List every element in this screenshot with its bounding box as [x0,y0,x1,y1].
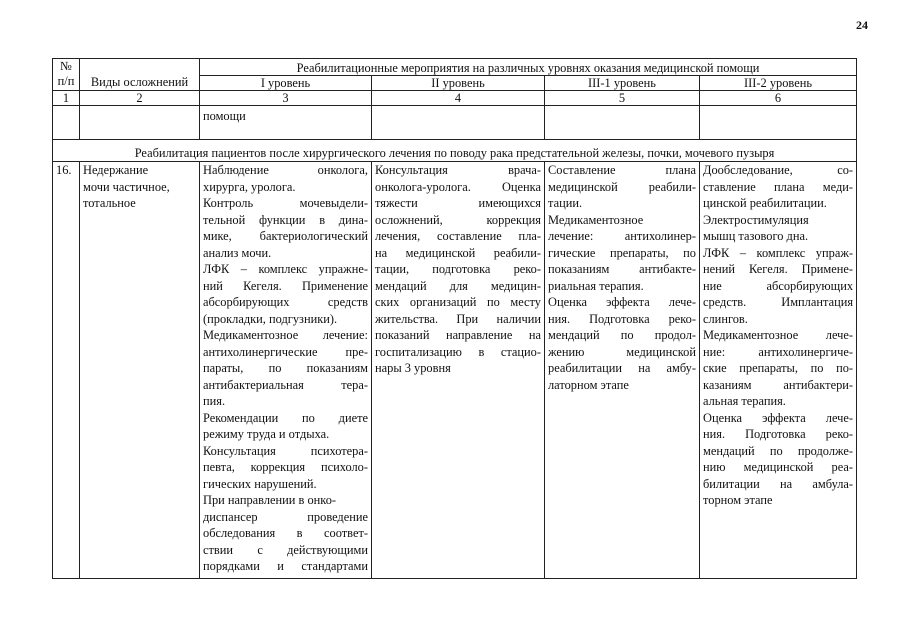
level2-line: нары 3 уровня [375,361,451,375]
level3-2-line: ские препараты, по по- [703,361,854,375]
level2-line: онколога-уролога. Оценка [375,179,541,194]
level1-line: Наблюдение онколога, [203,163,368,177]
level3-2-line: нию медицинской реа- [703,460,854,474]
continuation-empty-5 [545,106,700,140]
complication-line: мочи частичное, [83,179,170,194]
section-row [53,140,857,162]
level3-2-line: средств. Имплантация [703,295,854,309]
level1-line: режиму труда и отдыха. [203,427,330,441]
level1-line: порядками и стандартами [203,559,368,573]
level3-1-line: Медикаментозное [548,212,644,227]
continuation-text: помощи [200,106,372,140]
row-level-2 [372,162,545,579]
level3-2-line: ставление плана меди- [703,179,854,194]
level3-2-line: слингов. [703,311,748,326]
level3-1-line: риальная терапия. [548,278,644,293]
level1-line: обследования в соответ- [203,526,368,540]
level3-2-line: казаниям антибактери- [703,377,854,392]
level3-1-line: реабилитации на амбу- [548,361,696,375]
level3-2-line: ние абсорбирующих [703,278,854,293]
row-level-3-2 [700,162,857,579]
level1-line: Контроль мочевыдели- [203,196,368,210]
level1-line: При направлении в онко- [203,493,337,507]
table-row [53,162,857,579]
level2-line: тации, подготовка реко- [375,262,541,276]
level3-1-line: Оценка эффекта лече- [548,295,696,309]
level3-1-line: тации. [548,196,583,210]
header-complications: Виды осложнений [80,59,200,91]
level1-line: Медикаментозное лечение: [203,328,368,342]
level3-2-line: цинской реабилитации. [703,196,827,210]
level3-2-line: ЛФК – комплекс упраж- [703,245,854,260]
level3-1-line: лечение: антихолинер- [548,229,696,243]
column-numbers-row [53,91,857,106]
level3-2-line: мышц тазового дна. [703,229,809,243]
level3-2-line: ния. Подготовка реко- [703,427,854,441]
level1-line: ствии с действующими [203,542,368,557]
level3-1-line: ния. Подготовка реко- [548,311,696,326]
header-level-3-2: III-2 уровень [700,76,857,91]
level1-line: пия. [203,394,226,408]
level3-1-line: гические препараты, по [548,245,696,260]
continuation-row [53,106,857,140]
level1-line: ЛФК – комплекс упражне- [203,262,368,276]
row-level-3-1 [545,162,700,579]
column-number-4: 4 [372,91,545,106]
header-level-3-1: III-1 уровень [545,76,700,91]
continuation-empty-2 [80,106,200,140]
level3-2-line: Дообследование, со- [703,163,854,177]
level3-2-line: ние: антихолинергиче- [703,344,854,359]
level3-1-line: медицинской реабили- [548,179,696,194]
level3-2-line: Электростимуляция [703,212,809,227]
level2-line: ских организаций по месту [375,295,541,309]
row-level-1 [200,162,372,579]
level3-1-line: показаниям антибакте- [548,262,696,276]
row-complication [80,162,200,579]
level2-line: жительства. При наличии [375,311,541,326]
header-number-top: № [60,59,72,73]
level1-line: параты, по показаниям [203,361,368,375]
level1-line: (прокладки, подгузники). [203,311,338,326]
level1-line: гических нарушений. [203,476,317,491]
column-number-3: 3 [200,91,372,106]
header-row-group [53,59,857,76]
complication-line: Недержание [83,163,149,177]
row-number: 16. [53,162,80,579]
level1-line: хирурга, уролога. [203,179,296,194]
column-number-5: 5 [545,91,700,106]
column-number-6: 6 [700,91,857,106]
section-title: Реабилитация пациентов после хирургического лечения по поводу рака предстательной железы, почки, мочевого пузыря [53,140,857,162]
level3-2-line: альная терапия. [703,394,786,408]
level1-line: тельной функции в дина- [203,212,368,227]
level1-line: анализ мочи. [203,245,272,260]
level1-line: абсорбирующих средств [203,295,368,309]
level2-line: лечения, составление пла- [375,229,541,243]
level2-line: госпитализацию в стацио- [375,344,541,359]
page-number: 24 [856,18,868,32]
level1-line: мике, бактериологический [203,229,368,243]
level3-1-line: жению медицинской [548,344,696,359]
level3-2-line: нений Кегеля. Примене- [703,262,854,276]
level2-line: на медицинской реабили- [375,245,541,260]
header-group-title: Реабилитационные мероприятия на различных уровнях оказания медицинской помощи [200,59,857,76]
level3-2-line: билитации на амбула- [703,476,854,491]
level3-2-line: Оценка эффекта лече- [703,410,854,425]
continuation-empty-6 [700,106,857,140]
header-number-bottom: п/п [57,74,75,88]
level1-line: антибактериальная тера- [203,377,368,392]
level3-1-line: латорном этапе [548,377,629,392]
column-number-1: 1 [53,91,80,106]
level2-line: мендаций для медицин- [375,278,541,293]
header-level-1: I уровень [200,76,372,91]
level1-line: Консультация психотера- [203,443,368,458]
level1-line: диспансер проведение [203,509,368,524]
level3-2-line: мендаций по продолже- [703,443,854,458]
header-level-2: II уровень [372,76,545,91]
level2-line: осложнений, коррекция [375,212,541,227]
level3-2-line: Медикаментозное лече- [703,328,854,342]
complication-line: тотальное [83,196,136,210]
level2-line: показаний направление на [375,328,541,342]
level1-line: антихолинергические пре- [203,344,368,359]
rehabilitation-table [52,58,857,579]
level2-line: Консультация врача- [375,163,541,177]
level1-line: Рекомендации по диете [203,410,368,425]
level3-1-line: мендаций по продол- [548,328,696,342]
header-number-cell [53,59,80,91]
level1-line: певта, коррекция психоло- [203,460,368,474]
level3-2-line: торном этапе [703,493,773,507]
column-number-2: 2 [80,91,200,106]
level2-line: тяжести имеющихся [375,196,541,210]
level3-1-line: Составление плана [548,163,696,177]
continuation-empty-4 [372,106,545,140]
continuation-empty-1 [53,106,80,140]
level1-line: ний Кегеля. Применение [203,278,368,293]
